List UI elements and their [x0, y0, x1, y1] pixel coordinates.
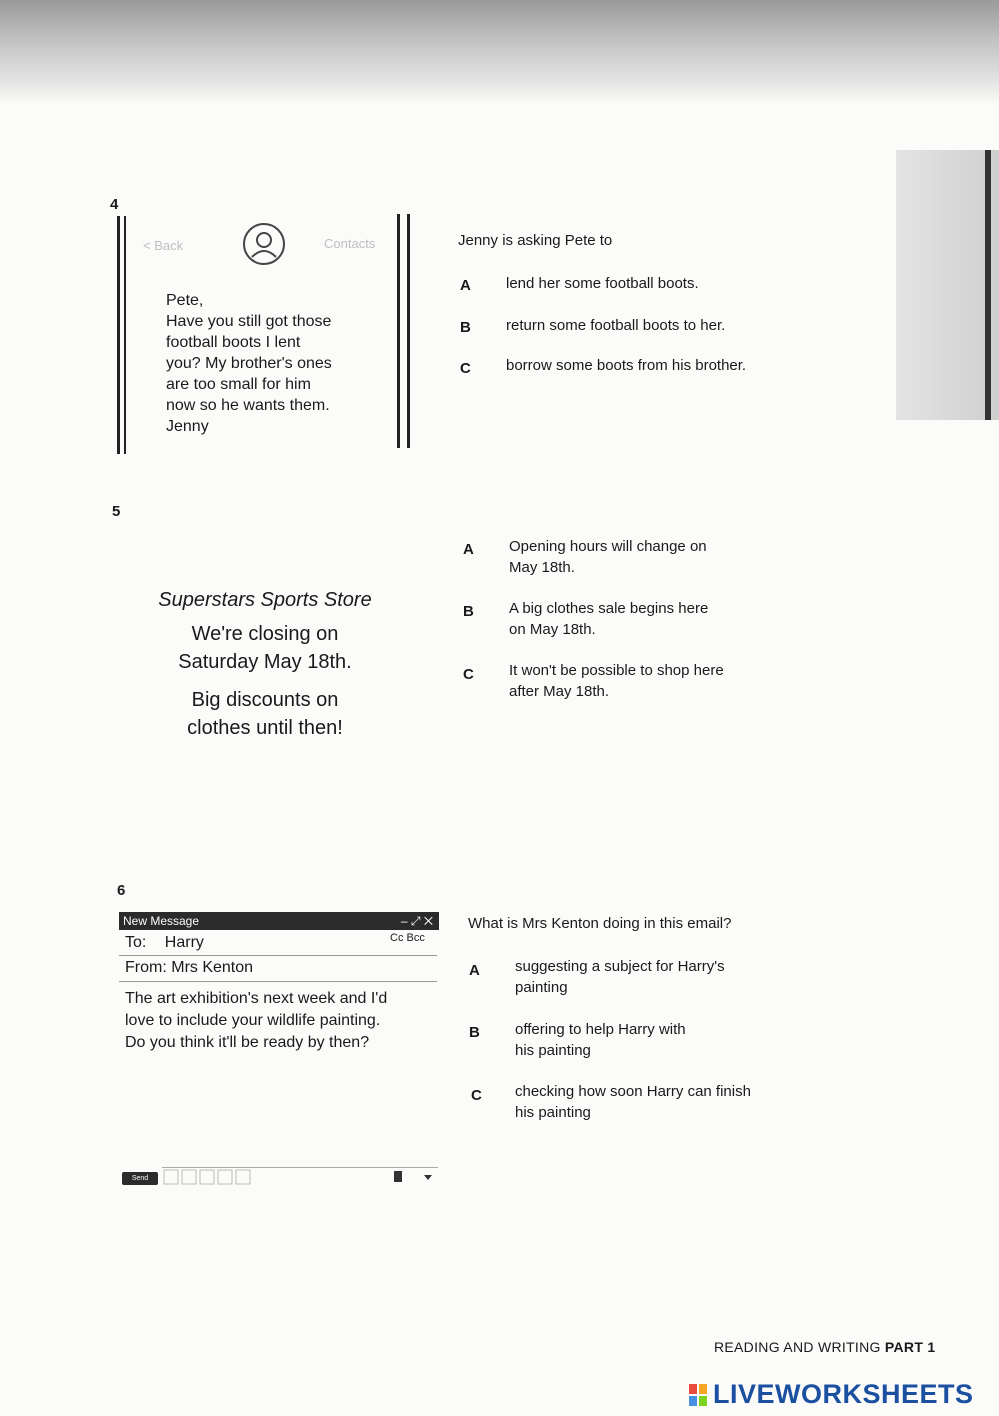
option-c[interactable]: checking how soon Harry can finish his painting	[515, 1083, 751, 1121]
avatar-icon	[243, 223, 285, 265]
question-stem: Jenny is asking Pete to	[458, 232, 613, 249]
store-name: Superstars Sports Store	[158, 589, 372, 611]
option-a[interactable]: suggesting a subject for Harry's painting	[515, 958, 725, 996]
email-body: The art exhibition's next week and I'd love to include your wildlife painting. Do you think it'll be ready by then?	[125, 990, 388, 1051]
option-b[interactable]: A big clothes sale begins here on May 18th.	[509, 600, 709, 638]
text-message: Pete, Have you still got those football boots I lent you? My brother's ones are too small for him now so he wants them. Jenny	[166, 292, 332, 435]
option-b[interactable]: offering to help Harry with his painting	[515, 1021, 686, 1059]
option-letter: B	[463, 603, 474, 620]
email-toolbar	[162, 1167, 438, 1186]
question-number: 5	[112, 503, 121, 520]
option-c[interactable]: It won't be possible to shop here after May 18th.	[509, 662, 724, 700]
back-button: < Back	[143, 238, 184, 253]
question-number: 6	[117, 882, 126, 899]
option-letter: C	[463, 666, 474, 683]
scan-shadow	[0, 0, 999, 105]
contacts-link: Contacts	[324, 236, 376, 251]
option-letter: B	[469, 1024, 480, 1041]
option-letter: C	[460, 360, 471, 377]
to-row: To: Harry	[125, 934, 204, 951]
section-footer: READING AND WRITING PART 1	[714, 1339, 936, 1355]
option-c[interactable]: borrow some boots from his brother.	[506, 357, 747, 374]
email-title-bar	[119, 912, 439, 930]
from-row: From: Mrs Kenton	[125, 959, 254, 976]
option-a[interactable]: Opening hours will change on May 18th.	[509, 538, 707, 576]
liveworksheets-logo: LIVEWORKSHEETS	[689, 1380, 989, 1410]
send-button[interactable]: Send	[122, 1172, 158, 1185]
window-title: New Message	[123, 914, 200, 928]
option-letter: A	[460, 277, 471, 294]
store-notice: Superstars Sports Store We're closing on Saturday May 18th. Big discounts on clothes until then!	[130, 586, 400, 742]
option-letter: B	[460, 319, 471, 336]
side-tab	[896, 150, 999, 420]
option-a[interactable]: lend her some football boots.	[506, 275, 699, 292]
question-stem: What is Mrs Kenton doing in this email?	[468, 915, 732, 932]
option-b[interactable]: return some football boots to her.	[506, 317, 726, 334]
option-letter: A	[469, 962, 480, 979]
window-controls[interactable]: – ⤢ ✕	[400, 914, 433, 928]
question-number: 4	[110, 196, 119, 213]
cc-bcc-link[interactable]: Cc Bcc	[390, 932, 425, 944]
option-letter: A	[463, 541, 474, 558]
option-letter: C	[471, 1087, 482, 1104]
